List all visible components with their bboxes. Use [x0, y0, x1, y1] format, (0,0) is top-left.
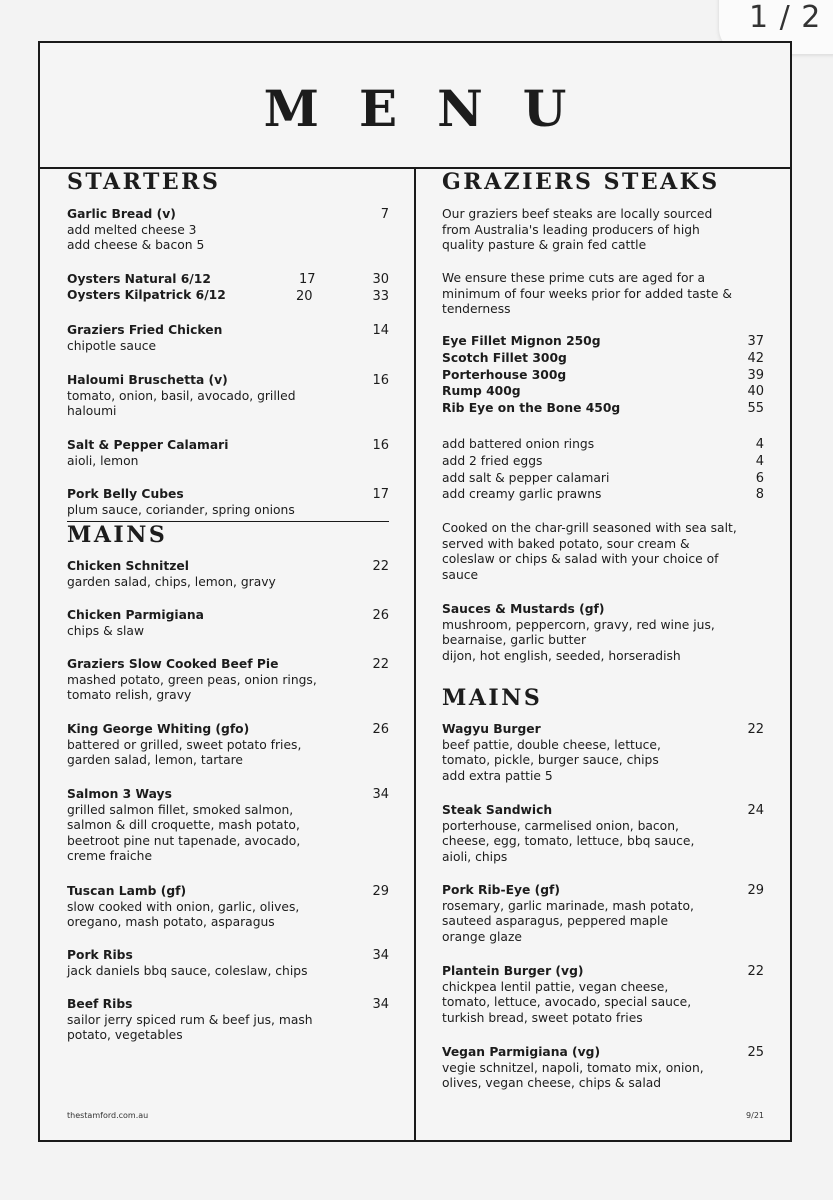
item-price: 34 — [372, 997, 389, 1012]
steak-list — [442, 334, 764, 418]
steak-item — [442, 368, 764, 385]
item-name: Graziers Slow Cooked Beef Pie — [67, 657, 279, 671]
sauces-item — [442, 602, 764, 664]
menu-item — [67, 608, 389, 639]
item-desc: garden salad, chips, lemon, gravy — [67, 574, 276, 589]
item-desc: chips & slaw — [67, 623, 145, 638]
item-price: 22 — [747, 964, 764, 979]
item-desc: chipotle sauce — [67, 338, 157, 353]
item-price: 16 — [372, 373, 389, 388]
item-price: 34 — [372, 948, 389, 963]
item-desc: porterhouse, carmelised onion, bacon, cheese, egg, tomato, lettuce, bbq sauce, aioli, chips — [442, 818, 695, 864]
menu-item — [67, 272, 389, 303]
addon-item — [442, 471, 764, 488]
menu-item — [67, 997, 389, 1044]
addon-price: 6 — [755, 470, 764, 486]
item-name: Salmon 3 Ways — [67, 787, 172, 801]
item-name: Pork Belly Cubes — [67, 487, 184, 501]
addon-name: add salt & pepper calamari — [442, 470, 610, 485]
menu-item — [442, 883, 764, 945]
steak-name: Eye Fillet Mignon 250g — [442, 334, 601, 348]
addon-item — [442, 487, 764, 504]
item-price-half: 17 — [299, 272, 316, 287]
item-desc: mushroom, peppercorn, gravy, red wine jus, bearnaise, garlic butter dijon, hot english, seeded, horseradish — [442, 617, 715, 663]
addon-item — [442, 454, 764, 471]
steak-price: 55 — [747, 401, 764, 417]
steak-name: Rib Eye on the Bone 450g — [442, 401, 621, 416]
menu-item — [442, 1045, 764, 1092]
steak-item — [442, 401, 764, 418]
item-name-2: Oysters Kilpatrick 6/12 — [67, 287, 226, 302]
steak-price: 39 — [747, 367, 764, 383]
menu-item — [67, 657, 389, 704]
item-desc: plum sauce, coriander, spring onions — [67, 502, 295, 517]
item-price-dozen-2: 33 — [372, 289, 389, 304]
item-price: 34 — [372, 787, 389, 802]
item-name: Sauces & Mustards (gf) — [442, 602, 605, 616]
item-price: 26 — [372, 722, 389, 737]
addon-list — [442, 437, 764, 504]
item-name: Garlic Bread (v) — [67, 207, 176, 221]
item-name: King George Whiting (gfo) — [67, 722, 250, 736]
steak-price: 42 — [747, 350, 764, 366]
steaks-intro: Our graziers beef steaks are locally sourced from Australia's leading producers of high quality pasture & grain fed cattle — [442, 207, 713, 253]
item-price: 17 — [372, 487, 389, 502]
steaks-aging-note: We ensure these prime cuts are aged for a minimum of four weeks prior for added taste & tenderness — [442, 271, 732, 317]
menu-item — [67, 722, 389, 769]
menu-item — [442, 803, 764, 865]
item-desc: slow cooked with onion, garlic, olives, oregano, mash potato, asparagus — [67, 899, 300, 930]
item-desc: jack daniels bbq sauce, coleslaw, chips — [67, 963, 308, 978]
menu-item — [67, 487, 389, 518]
menu-item — [67, 787, 389, 865]
steak-price: 40 — [747, 384, 764, 400]
mains-heading-right: MAINS — [442, 685, 543, 711]
title-band — [40, 43, 790, 169]
starters-heading: STARTERS — [67, 169, 221, 195]
item-price: 7 — [380, 207, 389, 222]
menu-item — [67, 438, 389, 469]
item-name: Steak Sandwich — [442, 803, 553, 817]
item-desc: aioli, lemon — [67, 453, 139, 468]
item-price: 24 — [747, 803, 764, 818]
item-name: Beef Ribs — [67, 997, 133, 1011]
item-price: 22 — [747, 722, 764, 737]
addon-name: add battered onion rings — [442, 437, 595, 451]
steaks-heading: GRAZIERS STEAKS — [442, 169, 720, 195]
item-price: 26 — [372, 608, 389, 623]
footer-date: 9/21 — [746, 1111, 764, 1120]
menu-title: MENU — [263, 79, 607, 138]
item-name: Tuscan Lamb (gf) — [67, 884, 187, 898]
item-desc: mashed potato, green peas, onion rings, tomato relish, gravy — [67, 672, 317, 703]
menu-item — [67, 207, 389, 254]
item-price: 29 — [747, 883, 764, 898]
item-name: Salt & Pepper Calamari — [67, 438, 229, 452]
item-name: Chicken Parmigiana — [67, 608, 204, 622]
steak-item — [442, 334, 764, 351]
menu-item — [67, 323, 389, 354]
item-desc: beef pattie, double cheese, lettuce, tomato, pickle, burger sauce, chips add extra pattie 5 — [442, 737, 661, 783]
item-name: Graziers Fried Chicken — [67, 323, 223, 337]
menu-item — [67, 948, 389, 979]
menu-item — [442, 964, 764, 1026]
addon-price: 4 — [755, 437, 764, 452]
item-desc: grilled salmon fillet, smoked salmon, salmon & dill croquette, mash potato, beetroot pine nut tapenade, avocado, creme fraiche — [67, 802, 301, 864]
item-name: Pork Ribs — [67, 948, 133, 962]
addon-price: 4 — [755, 453, 764, 469]
item-price: 22 — [372, 657, 389, 672]
steak-price: 37 — [747, 334, 764, 349]
item-name: Pork Rib-Eye (gf) — [442, 883, 561, 897]
cooking-note: Cooked on the char-grill seasoned with sea salt, served with baked potato, sour cream & coleslaw or chips & salad with your choice of sauce — [442, 521, 737, 582]
steak-item — [442, 384, 764, 401]
steak-name: Rump 400g — [442, 384, 521, 399]
item-desc: tomato, onion, basil, avocado, grilled haloumi — [67, 388, 296, 419]
item-price: 16 — [372, 438, 389, 453]
steak-name: Scotch Fillet 300g — [442, 350, 567, 365]
item-name: Wagyu Burger — [442, 722, 541, 736]
footer-website: thestamford.com.au — [67, 1111, 149, 1120]
item-name: Vegan Parmigiana (vg) — [442, 1045, 601, 1059]
menu-item — [442, 722, 764, 784]
item-name: Haloumi Bruschetta (v) — [67, 373, 228, 387]
item-desc: add melted cheese 3 add cheese & bacon 5 — [67, 222, 205, 253]
item-price: 22 — [372, 559, 389, 574]
item-price: 14 — [372, 323, 389, 338]
item-desc: rosemary, garlic marinade, mash potato, sauteed asparagus, peppered maple orange glaze — [442, 898, 694, 944]
menu-item — [67, 559, 389, 590]
page-indicator-text: 1 / 2 — [749, 0, 822, 35]
item-price: 25 — [747, 1045, 764, 1060]
item-desc: chickpea lentil pattie, vegan cheese, tomato, lettuce, avocado, special sauce, turkish bread, sweet potato fries — [442, 979, 692, 1025]
item-desc: vegie schnitzel, napoli, tomato mix, onion, olives, vegan cheese, chips & salad — [442, 1060, 704, 1091]
menu-sheet — [38, 41, 792, 1142]
item-price-half-2: 20 — [296, 289, 313, 304]
addon-price: 8 — [755, 487, 764, 503]
addon-name: add 2 fried eggs — [442, 453, 543, 468]
menu-item — [67, 884, 389, 931]
item-name: Oysters Natural 6/12 — [67, 272, 211, 286]
steak-name: Porterhouse 300g — [442, 367, 567, 382]
addon-item — [442, 437, 764, 454]
mains-heading: MAINS — [67, 522, 168, 548]
item-price: 29 — [372, 884, 389, 899]
item-desc: sailor jerry spiced rum & beef jus, mash potato, vegetables — [67, 1012, 313, 1043]
steak-item — [442, 351, 764, 368]
item-name: Chicken Schnitzel — [67, 559, 189, 573]
item-name: Plantein Burger (vg) — [442, 964, 584, 978]
column-divider — [414, 167, 416, 1142]
item-desc: battered or grilled, sweet potato fries, garden salad, lemon, tartare — [67, 737, 302, 768]
item-price-dozen: 30 — [372, 272, 389, 287]
menu-item — [67, 373, 389, 420]
addon-name: add creamy garlic prawns — [442, 487, 602, 502]
